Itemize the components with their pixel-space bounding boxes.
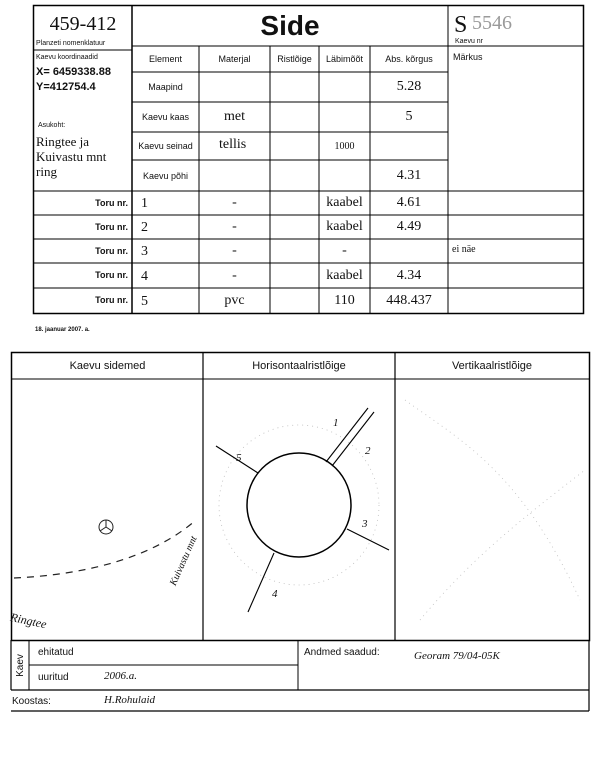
pipe-remark: ei näe <box>452 244 476 255</box>
pipe-height: 4.49 <box>396 219 422 234</box>
panel-title-horizontal: Horisontaalristlõige <box>252 360 346 372</box>
sketch-pipe-number: 3 <box>362 518 368 530</box>
date-note: 18. jaanuar 2007. a. <box>35 327 90 333</box>
well-circle <box>247 453 351 557</box>
element-height: 5 <box>405 109 413 124</box>
element-label: Maapind <box>148 82 183 92</box>
well-symbol-icon <box>99 520 113 534</box>
road-dashed-line <box>14 520 196 578</box>
pipe-diameter: kaabel <box>326 219 363 234</box>
pipe-number: 4 <box>141 269 148 284</box>
data-source-label: Andmed saadud: <box>304 647 380 658</box>
col-height: Abs. kõrgus <box>385 54 433 64</box>
col-element: Element <box>148 54 183 64</box>
pipe-line <box>347 529 389 550</box>
element-label: Kaevu kaas <box>141 112 190 122</box>
coords-label: Kaevu koordinaadid <box>36 54 98 61</box>
element-material: met <box>224 109 245 124</box>
road-label: Ringtee <box>9 610 48 632</box>
sketch-pipe-number: 5 <box>236 452 242 464</box>
col-remarks: Märkus <box>453 52 483 62</box>
location-line-1: Ringtee ja <box>36 134 90 149</box>
element-label: Kaevu põhi <box>142 170 189 181</box>
pipe-material: - <box>232 243 237 258</box>
surveyed-value: 2006.a. <box>104 670 137 682</box>
pipe-material: - <box>232 219 237 234</box>
pipe-label: Toru nr. <box>95 295 128 305</box>
coord-y: Y=412754.4 <box>36 81 96 93</box>
pipe-material: pvc <box>224 292 245 308</box>
street-label: Kuivastu mnt <box>168 534 200 588</box>
pipe-height: 448.437 <box>386 292 432 308</box>
pipe-number: 2 <box>141 220 148 235</box>
pipe-material: - <box>232 267 237 283</box>
sketch-pipe-number: 2 <box>365 445 371 457</box>
pipe-number: 1 <box>141 196 148 211</box>
sketch-pipe-number: 4 <box>272 588 278 600</box>
pipe-height: 4.34 <box>396 267 422 283</box>
element-material: tellis <box>219 137 247 152</box>
page-title: Side <box>260 10 320 41</box>
panel-title-connections: Kaevu sidemed <box>69 360 146 372</box>
pipe-label: Toru nr. <box>95 222 128 232</box>
col-diameter: Läbimõõt <box>325 54 364 64</box>
well-number-prefix: S <box>454 12 468 38</box>
location-label: Asukoht: <box>38 122 66 129</box>
element-height: 4.31 <box>396 167 422 183</box>
surveyed-label: uuritud <box>38 672 69 683</box>
panel-title-vertical: Vertikaalristlõige <box>451 360 533 372</box>
well-number-label: Kaevu nr <box>455 38 484 45</box>
built-label: ehitatud <box>38 647 74 658</box>
pipe-line <box>248 553 274 612</box>
pipe-diameter: kaabel <box>326 267 363 283</box>
pipe-number: 5 <box>141 294 148 309</box>
pipe-label: Toru nr. <box>95 270 128 280</box>
sheet-code: 459-412 <box>49 12 117 35</box>
element-height: 5.28 <box>396 79 422 94</box>
element-diameter: 1000 <box>334 140 355 152</box>
pipe-diameter: kaabel <box>326 195 363 210</box>
pipe-number: 3 <box>141 244 148 259</box>
pipe-height: 4.61 <box>396 195 422 210</box>
pipe-label: Toru nr. <box>95 246 128 256</box>
author-value: H.Rohulaid <box>104 694 156 706</box>
scan-noise <box>219 400 585 620</box>
data-source-value: Georam 79/04-05K <box>414 650 500 662</box>
col-section: Ristlõige <box>277 54 312 64</box>
sheet-code-label: Planzeti nomenklatuur <box>36 40 106 47</box>
col-material: Materjal <box>218 54 251 64</box>
footer-side-label: Kaev <box>15 654 27 677</box>
sketch-pipe-number: 1 <box>333 417 339 429</box>
author-label: Koostas: <box>12 696 51 707</box>
element-label: Kaevu seinad <box>138 141 193 151</box>
well-number-faint: 5546 <box>472 12 512 34</box>
pipe-diameter: - <box>342 243 347 258</box>
pipe-diameter: 110 <box>334 292 355 308</box>
location-line-2: Kuivastu mnt <box>36 149 107 164</box>
coord-x: X= 6459338.88 <box>36 66 111 78</box>
pipe-label: Toru nr. <box>95 198 128 208</box>
pipe-material: - <box>232 195 237 210</box>
location-line-3: ring <box>36 164 57 179</box>
